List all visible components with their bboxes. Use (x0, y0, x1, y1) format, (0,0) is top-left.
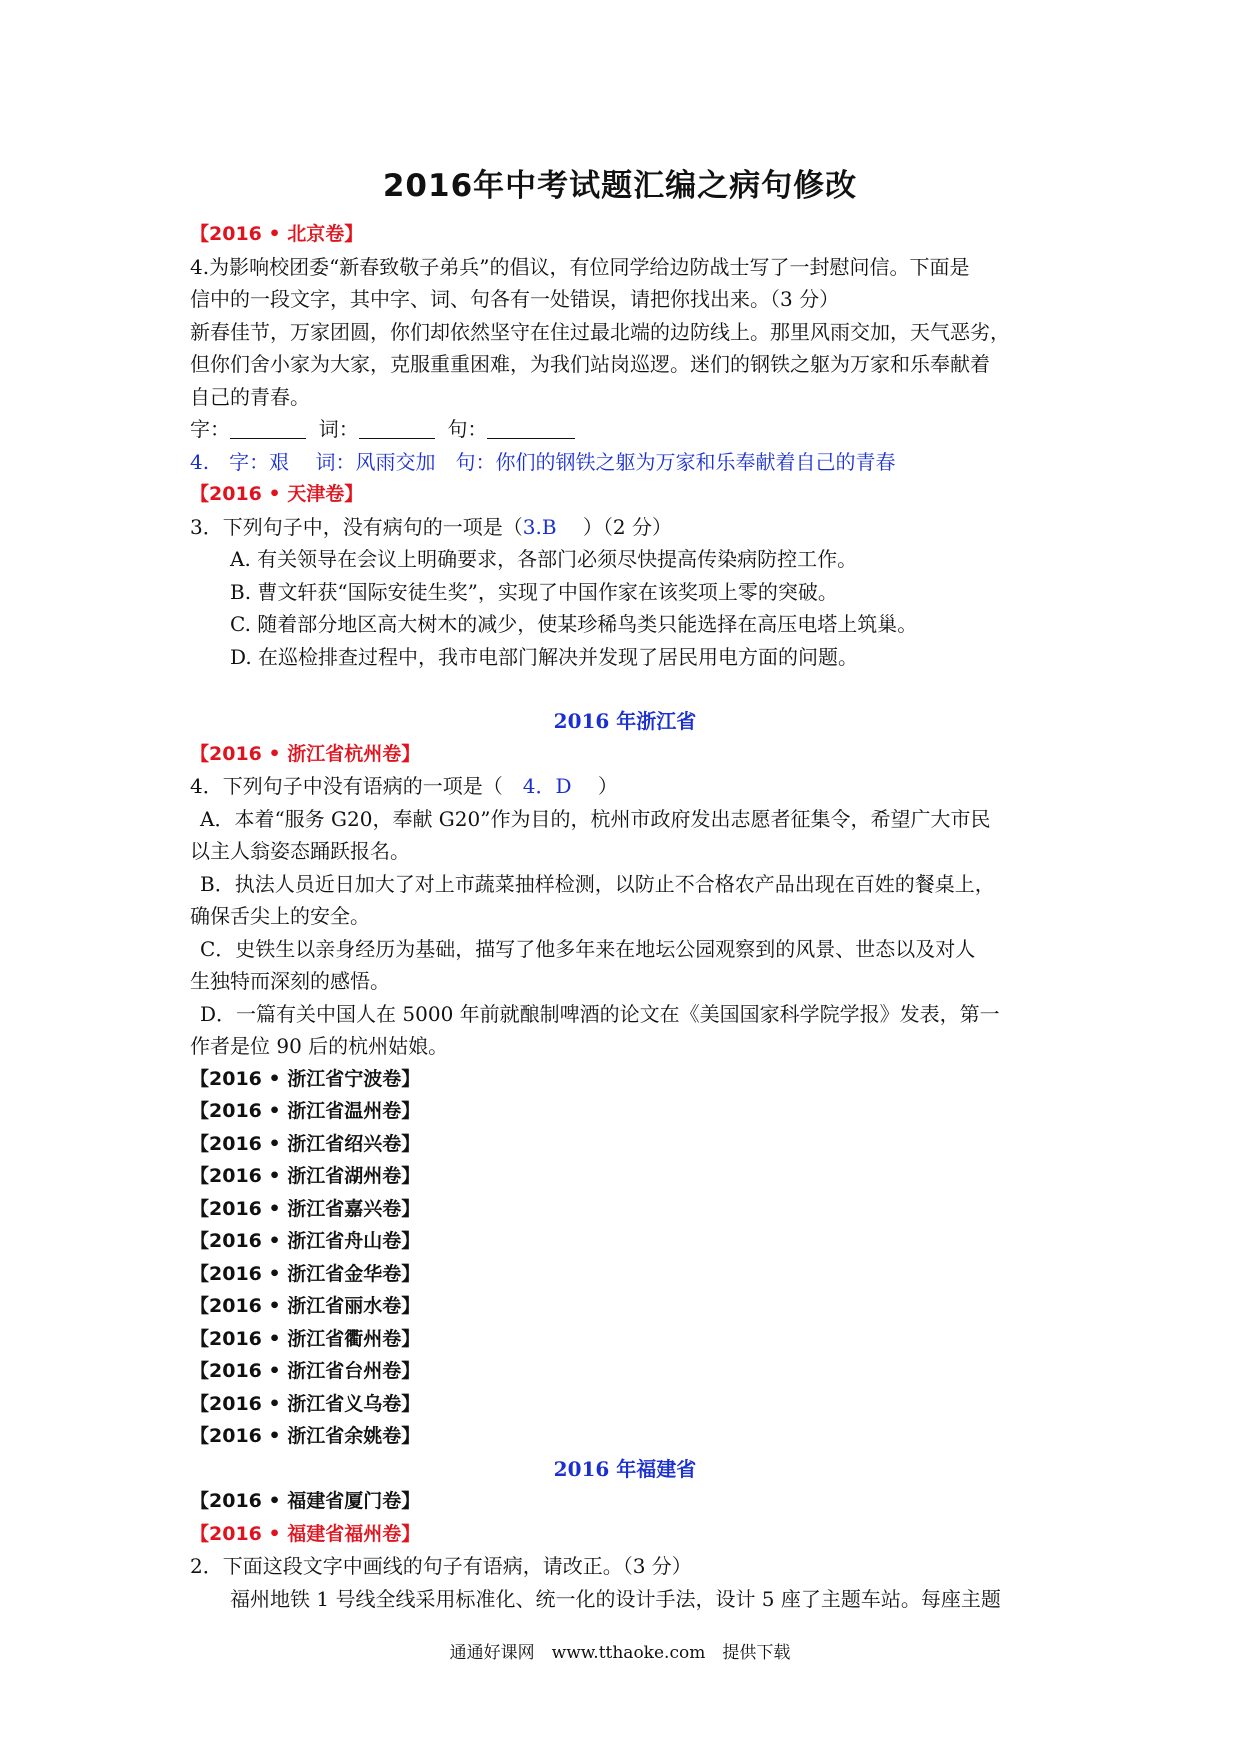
section-header-taizhou: 【2016 • 浙江省台州卷】 (190, 1360, 421, 1382)
option-d: D. 在巡检排查过程中，我市电部门解决并发现了居民用电方面的问题。 (230, 644, 859, 669)
section-header-ningbo: 【2016 • 浙江省宁波卷】 (190, 1067, 421, 1090)
option-line: 生独特而深刻的感悟。 (190, 969, 390, 993)
option-line: 以主人翁姿态踊跃报名。 (190, 839, 410, 863)
page-footer: 通通好课网 www.tthaoke.com 提供下载 (449, 1643, 791, 1663)
answer-inline: 4．D (522, 774, 572, 798)
question-text (190, 511, 1060, 544)
option-b: B. 曹文轩获“国际安徒生奖”，实现了中国作家在该奖项上零的突破。 (230, 579, 838, 604)
fill-label-ju: 句： (447, 417, 488, 441)
province-heading-fujian: 2016 年福建省 (553, 1456, 697, 1481)
section-header-fuzhou: 【2016 • 福建省福州卷】 (190, 1522, 421, 1545)
option-line: B．执法人员近日加大了对上市蔬菜抽样检测，以防止不合格农产品出现在百姓的餐桌上， (200, 871, 995, 896)
document-body (190, 218, 1060, 1615)
section-header-lishui: 【2016 • 浙江省丽水卷】 (190, 1295, 421, 1317)
fill-label-ci: 词： (318, 417, 359, 441)
question-text: 4.为影响校团委“新春致敬子弟兵”的倡议，有位同学给边防战士写了一封慰问信。下面是 (190, 254, 970, 279)
question-text: 信中的一段文字，其中字、词、句各有一处错误，请把你找出来。（3 分） (190, 287, 840, 311)
option-line: A．本着“服务 G20，奉献 G20”作为目的，杭州市政府发出志愿者征集令，希望广大市民 (200, 806, 991, 831)
section-header-xiamen: 【2016 • 福建省厦门卷】 (190, 1490, 421, 1512)
question-suffix: ）（2 分） (556, 514, 672, 539)
fill-label-zi: 字： (190, 417, 230, 441)
option-a: A. 有关领导在会议上明确要求，各部门必须尽快提高传染病防控工作。 (230, 547, 858, 571)
spacer (190, 673, 1060, 705)
section-header-shaoxing: 【2016 • 浙江省绍兴卷】 (190, 1132, 421, 1155)
section-header-huzhou: 【2016 • 浙江省湖州卷】 (190, 1165, 421, 1187)
section-header-yiwu: 【2016 • 浙江省义乌卷】 (190, 1392, 421, 1415)
option-line: D．一篇有关中国人在 5000 年前就酿制啤酒的论文在《美国国家科学院学报》发表，第一 (200, 1001, 1000, 1026)
section-header-quzhou: 【2016 • 浙江省衢州卷】 (190, 1327, 421, 1350)
province-heading-zhejiang: 2016 年浙江省 (553, 709, 697, 733)
passage-text: 新春佳节，万家团圆，你们却依然坚守在住过最北端的边防线上。那里风雨交加，天气恶劣， (190, 319, 1010, 344)
section-header-jinhua: 【2016 • 浙江省金华卷】 (190, 1262, 421, 1285)
answer-inline: 3.B (522, 514, 557, 539)
question-prefix: 4．下列句子中没有语病的一项是（ (190, 774, 523, 798)
answer-blank (359, 416, 435, 439)
passage-text: 福州地铁 1 号线全线采用标准化、统一化的设计手法，设计 5 座了主题车站。每座主题 (230, 1586, 1001, 1611)
section-header-tianjin: 【2016 • 天津卷】 (190, 483, 364, 505)
fill-in-row (190, 413, 1060, 446)
option-line: 确保舌尖上的安全。 (190, 904, 370, 928)
passage-text: 自己的青春。 (190, 384, 310, 409)
section-header-hangzhou: 【2016 • 浙江省杭州卷】 (190, 742, 421, 765)
section-header-jiaxing: 【2016 • 浙江省嘉兴卷】 (190, 1197, 421, 1220)
answer-blank (230, 416, 306, 439)
section-header-yuyao: 【2016 • 浙江省余姚卷】 (190, 1425, 421, 1447)
option-line: 作者是位 90 后的杭州姑娘。 (190, 1034, 449, 1058)
option-line: C．史铁生以亲身经历为基础，描写了他多年来在地坛公园观察到的风景、世态以及对人 (200, 936, 976, 961)
passage-text: 但你们舍小家为大家，克服重重困难，为我们站岗巡逻。迷们的钢铁之躯为万家和乐奉献着 (190, 352, 990, 376)
page-title: 2016年中考试题汇编之病句修改 (382, 168, 858, 204)
question-text (190, 770, 1060, 803)
section-header-zhoushan: 【2016 • 浙江省舟山卷】 (190, 1230, 421, 1252)
option-c: C. 随着部分地区高大树木的减少，使某珍稀鸟类只能选择在高压电塔上筑巢。 (230, 612, 918, 636)
answer-text: 4. 字：艰 词：风雨交加 句：你们的钢铁之躯为万家和乐奉献着自己的青春 (190, 449, 896, 474)
section-header-wenzhou: 【2016 • 浙江省温州卷】 (190, 1100, 421, 1122)
question-prefix: 3．下列句子中，没有病句的一项是（ (190, 514, 523, 539)
question-suffix: ） (571, 774, 618, 798)
section-header-beijing: 【2016 • 北京卷】 (190, 223, 364, 245)
question-text: 2．下面这段文字中画线的句子有语病，请改正。（3 分） (190, 1554, 692, 1578)
answer-blank (487, 416, 575, 439)
